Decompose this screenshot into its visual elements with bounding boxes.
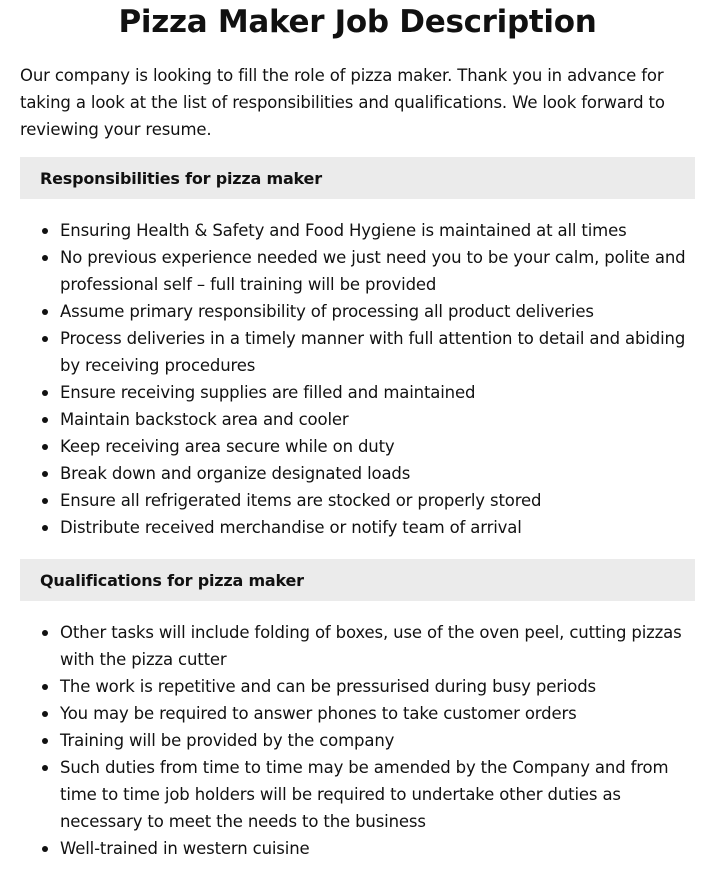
bullet-icon <box>42 498 48 504</box>
list-item-text: Ensuring Health & Safety and Food Hygiene is maintained at all times <box>60 221 627 240</box>
list-item <box>60 487 695 514</box>
bullet-icon <box>42 255 48 261</box>
bullet-icon <box>42 765 48 771</box>
list-item-text: Such duties from time to time may be amended by the Company and from time to time job holders will be required to undertake other duties as necessary to meet the needs to the business <box>60 758 669 831</box>
list-item <box>60 217 695 244</box>
bullet-icon <box>42 444 48 450</box>
responsibilities-list <box>20 217 695 541</box>
list-item <box>60 700 695 727</box>
list-item-text: Assume primary responsibility of processing all product deliveries <box>60 302 594 321</box>
bullet-icon <box>42 711 48 717</box>
bullet-icon <box>42 738 48 744</box>
bullet-icon <box>42 525 48 531</box>
bullet-icon <box>42 336 48 342</box>
bullet-icon <box>42 390 48 396</box>
bullet-icon <box>42 228 48 234</box>
list-item <box>60 514 695 541</box>
list-item-text: Distribute received merchandise or notify team of arrival <box>60 518 522 537</box>
qualifications-heading: Qualifications for pizza maker <box>40 570 304 590</box>
list-item <box>60 298 695 325</box>
list-item <box>60 406 695 433</box>
list-item-text: Ensure all refrigerated items are stocked or properly stored <box>60 491 542 510</box>
bullet-icon <box>42 417 48 423</box>
qualifications-header <box>20 559 695 601</box>
bullet-icon <box>42 630 48 636</box>
list-item <box>60 460 695 487</box>
bullet-icon <box>42 309 48 315</box>
bullet-icon <box>42 846 48 852</box>
intro-paragraph: Our company is looking to fill the role of pizza maker. Thank you in advance for taking a look at the list of responsibilities and qualifications. We look forward to reviewing your resume. <box>20 66 665 139</box>
list-item <box>60 244 695 298</box>
list-item <box>60 433 695 460</box>
list-item-text: The work is repetitive and can be pressurised during busy periods <box>60 677 596 696</box>
list-item-text: Other tasks will include folding of boxes, use of the oven peel, cutting pizzas with the pizza cutter <box>60 623 682 669</box>
list-item <box>60 379 695 406</box>
bullet-icon <box>42 471 48 477</box>
list-item-text: Well-trained in western cuisine <box>60 839 310 858</box>
list-item-text: Break down and organize designated loads <box>60 464 411 483</box>
responsibilities-header <box>20 157 695 199</box>
list-item <box>60 673 695 700</box>
list-item <box>60 325 695 379</box>
responsibilities-heading: Responsibilities for pizza maker <box>40 168 322 188</box>
list-item <box>60 727 695 754</box>
list-item-text: Keep receiving area secure while on duty <box>60 437 395 456</box>
list-item-text: Process deliveries in a timely manner with full attention to detail and abiding by receiving procedures <box>60 329 686 375</box>
list-item <box>60 754 695 835</box>
list-item-text: Maintain backstock area and cooler <box>60 410 349 429</box>
list-item-text: No previous experience needed we just need you to be your calm, polite and professional self – full training will be provided <box>60 248 686 294</box>
list-item-text: Ensure receiving supplies are filled and maintained <box>60 383 476 402</box>
bullet-icon <box>42 684 48 690</box>
page-title: Pizza Maker Job Description <box>118 4 597 40</box>
list-item-text: Training will be provided by the company <box>60 731 395 750</box>
list-item <box>60 619 695 673</box>
list-item-text: You may be required to answer phones to take customer orders <box>60 704 577 723</box>
qualifications-list <box>20 619 695 862</box>
list-item <box>60 835 695 862</box>
